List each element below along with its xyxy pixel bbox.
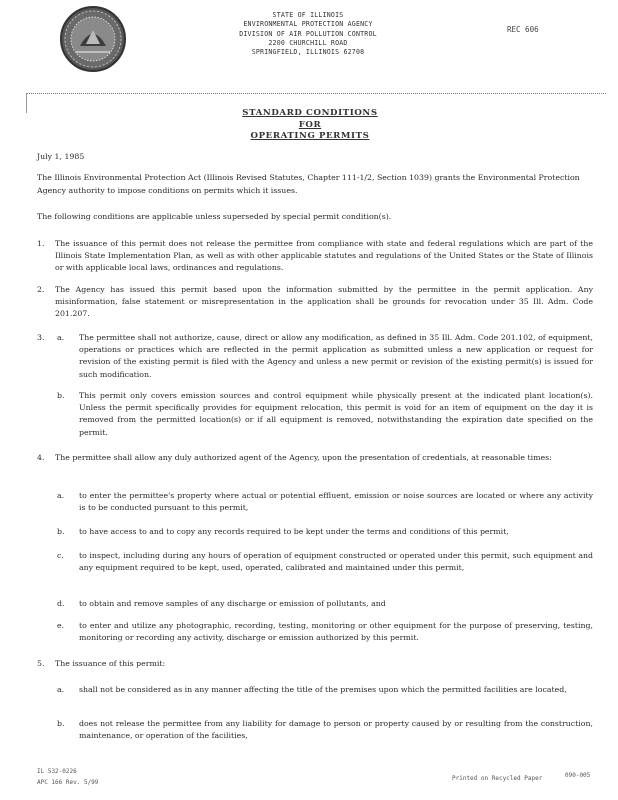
agency-line: ENVIRONMENTAL PROTECTION AGENCY (243, 20, 373, 29)
footer-recycled-note: Printed on Recycled Paper (452, 775, 543, 782)
condition-text: The Agency has issued this permit based upon the information submitted by the permittee in the permit application. Any misinformation, false statement or misrepresentation in the application shall be grounds for revocation under 35 Ill. Adm. Code 201.207. (55, 285, 593, 319)
agency-line: STATE OF ILLINOIS (272, 11, 344, 19)
agency-line: SPRINGFIELD, ILLINOIS 62708 (251, 48, 365, 57)
subitem-text: This permit only covers emission sources and control equipment while physically present at the indicated plant location(s). Unless the permit specifically provides for equipment relocation, this permit is void for an item of equipment on the day it is removed from the permitted location(s) or if all equipment is removed, notwithstanding the expiration date specified on the permit. (79, 391, 593, 437)
agency-address (208, 11, 408, 57)
condition-subitem (57, 550, 593, 574)
condition-subitem (57, 598, 593, 610)
agency-line: 2200 CHURCHILL ROAD (268, 38, 348, 47)
document-date: July 1, 1985 (37, 152, 85, 161)
state-seal-icon (60, 6, 126, 72)
title-line: OPERATING PERMITS (250, 131, 370, 141)
condition-subitem (57, 390, 593, 439)
condition-subitem (57, 684, 593, 696)
subitem-letter: a. (57, 333, 65, 342)
title-line: FOR (298, 119, 322, 130)
subitem-text: to obtain and remove samples of any discharge or emission of pollutants, and (79, 599, 386, 608)
subitem-text: to enter and utilize any photographic, recording, testing, monitoring or other equipment for the purpose of preserving, testing, monitoring or recording any activity, discharge or emission authorized by this permit. (79, 621, 593, 643)
condition-item (37, 332, 55, 344)
subitem-letter: c. (57, 551, 64, 560)
condition-number: 2. (37, 285, 45, 294)
condition-item (37, 452, 593, 464)
subitem-letter: a. (57, 685, 65, 694)
condition-number: 3. (37, 333, 45, 342)
subitem-letter: e. (57, 621, 65, 630)
condition-subitem (57, 718, 593, 742)
lead-paragraph: The following conditions are applicable unless superseded by special permit condition(s). (37, 212, 392, 221)
footer-form-rev: APC 166 Rev. 5/99 (37, 779, 99, 786)
margin-mark (26, 93, 27, 113)
condition-subitem (57, 332, 593, 381)
subitem-letter: b. (57, 391, 65, 400)
footer-form-id: IL 532-0226 (37, 768, 77, 775)
condition-text: The issuance of this permit does not release the permittee from compliance with state and federal regulations which are part of the Illinois State Implementation Plan, as well as with other applicable statutes and regulations of the United States or the State of Illinois or with applicable local laws, ordinances and regulations. (55, 239, 593, 273)
condition-subitem (57, 490, 593, 514)
condition-text: The permittee shall allow any duly authorized agent of the Agency, upon the presentation of credentials, at reasonable times: (55, 453, 552, 462)
form-code: REC 606 (507, 25, 539, 34)
subitem-letter: a. (57, 491, 65, 500)
condition-subitem (57, 620, 593, 644)
subitem-letter: b. (57, 527, 65, 536)
subitem-text: to have access to and to copy any records required to be kept under the terms and conditions of this permit, (79, 527, 509, 536)
subitem-text: The permittee shall not authorize, cause, direct or allow any modification, as defined in 35 Ill. Adm. Code 201.102, of equipment, operations or practices which are reflected in the permit application as submitted unless a new application or request for revision of the existing permit is filed with the Agency and unless a new permit or revision of the existing permit(s) is issued for such modification. (79, 333, 593, 379)
title-line: STANDARD CONDITIONS (242, 108, 378, 118)
intro-paragraph: The Illinois Environmental Protection Act (Illinois Revised Statutes, Chapter 111-1/2, Section 1039) grants the Environmental Protection Agency authority to impose conditions on permits which it issues. (37, 173, 580, 195)
subitem-text: does not release the permittee from any liability for damage to person or property caused by or resulting from the construction, maintenance, or operation of the facilities, (79, 719, 593, 741)
subitem-text: to inspect, including during any hours of operation of equipment constructed or operated under this permit, such equipment and any equipment required to be kept, used, operated, calibrated and maintained under this permit, (79, 551, 593, 573)
condition-number: 1. (37, 239, 45, 248)
subitem-letter: d. (57, 599, 65, 608)
agency-line: DIVISION OF AIR POLLUTION CONTROL (239, 29, 377, 38)
condition-item (37, 658, 593, 670)
condition-number: 5. (37, 659, 45, 668)
condition-text: The issuance of this permit: (55, 659, 166, 668)
footer-code: 090-005 (565, 772, 591, 779)
header-divider (26, 93, 606, 94)
condition-subitem (57, 526, 593, 538)
subitem-text: shall not be considered as in any manner affecting the title of the premises upon which the permitted facilities are located, (79, 685, 567, 694)
condition-item (37, 238, 593, 275)
subitem-letter: b. (57, 719, 65, 728)
document-title (210, 108, 410, 143)
condition-number: 4. (37, 453, 45, 462)
subitem-text: to enter the permittee's property where actual or potential effluent, emission or noise sources are located or where any activity is to be conducted pursuant to this permit, (79, 491, 593, 513)
condition-item (37, 284, 593, 321)
